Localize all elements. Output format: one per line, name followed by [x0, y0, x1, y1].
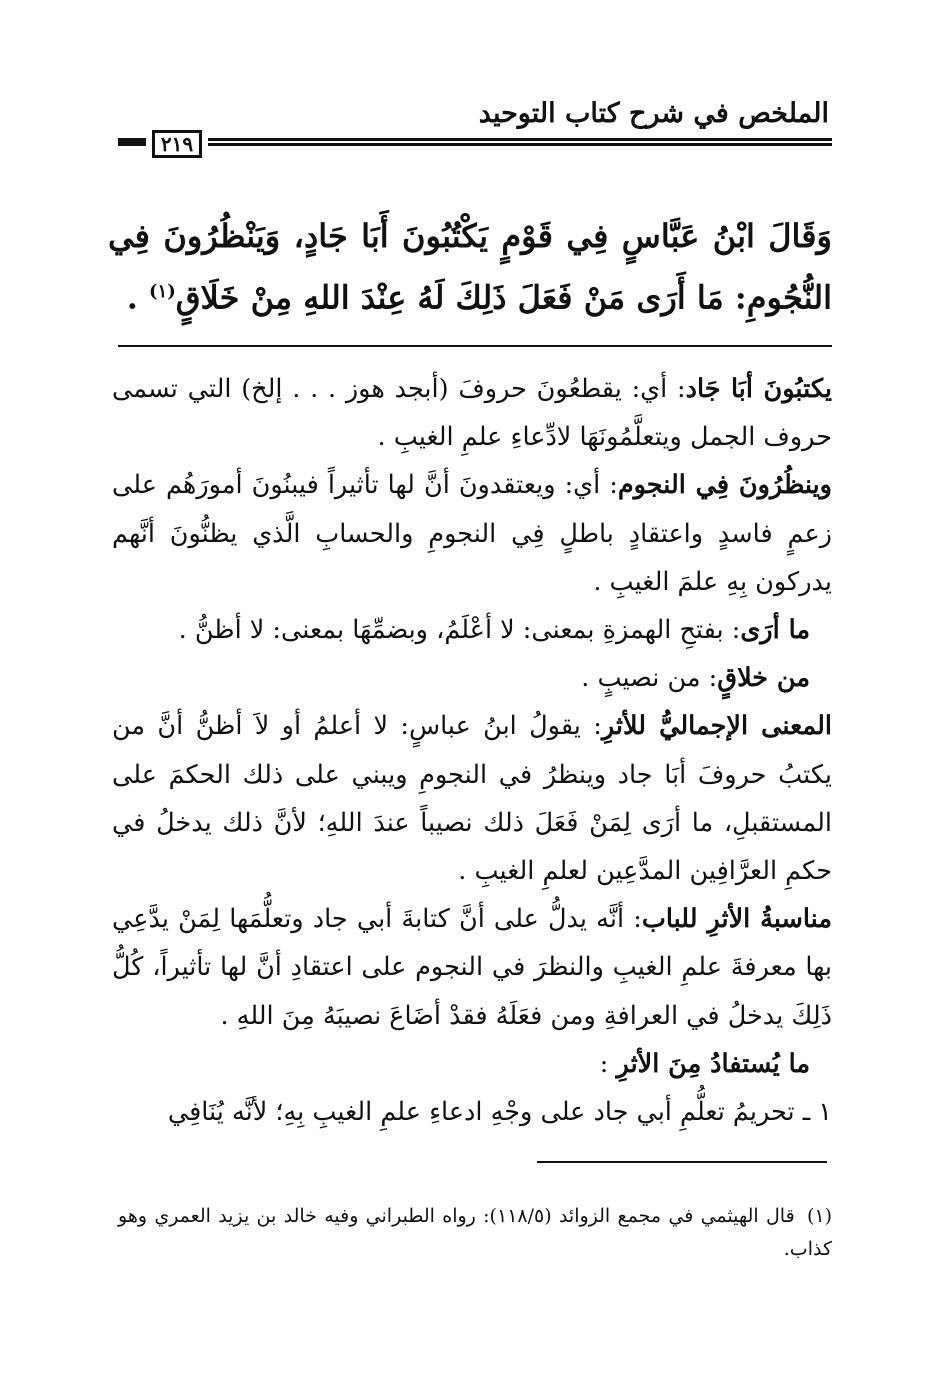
term-separator: :: [599, 1048, 617, 1079]
commentary-paragraph: [112, 895, 832, 1040]
commentary-term: المعنى الإجماليُّ للأثرِ: [601, 711, 833, 742]
term-separator: :: [624, 904, 642, 935]
commentary-paragraph: [112, 461, 832, 606]
commentary-text: بفتحِ الهمزةِ بمعنى: لا أعْلَمُ، وبضمِّهَا بمعنى: لا أظنُّ .: [178, 615, 724, 646]
commentary-text: يقولُ ابنُ عباسٍ: لا أعلمُ أو لاَ أظنُّ أنَّ من يكتبُ حروفَ أبَا جاد وينظرُ في النجومِ ويبني على ذلك الحكمَ على المستقبلِ، ما أرَى لِمَنْ فَعَلَ ذلك نصيباً عندَ اللهِ؛ لأنَّ ذلك يدخلُ في حكمِ العرَّافِين المدَّعِين لعلمِ الغيبِ .: [112, 711, 832, 887]
footnote-rule: [537, 1161, 827, 1163]
commentary-term: يكتبُونَ أبَا جَاد: [685, 374, 832, 404]
term-separator: :: [667, 374, 686, 404]
commentary-text: من نصيبٍ .: [581, 663, 701, 694]
athar-body: وَقَالَ ابْنُ عَبَّاسٍ فِي قَوْمٍ يَكْتُبُونَ أَبَا جَادٍ، وَيَنْظُرُونَ فِي النُّجُومِ: مَا أَرَى مَنْ فَعَلَ ذَلِكَ لَهُ عِنْدَ اللهِ مِنْ خَلَاقٍ: [108, 217, 832, 317]
commentary-text: أنَّه يدلُّ على أنَّ كتابةَ أبي جاد وتعلُّمَها لِمَنْ يدَّعِي بها معرفةَ علمِ الغيبِ والنظرَ في النجوم على اعتقادِ أنَّ لها تأثيراً، كُلُّ ذَلِكَ يدخلُ في العرافةِ ومن فعَلَهُ فقدْ أضَاعَ نصيبَهُ مِنَ اللهِ .: [112, 904, 832, 1031]
commentary-text: ١ ـ تحريمُ تعلُّمِ أبي جاد على وجْهِ ادعاءِ علمِ الغيبِ بِهِ؛ لأنَّه يُنَافِي: [167, 1097, 832, 1128]
term-separator: :: [580, 711, 602, 742]
commentary-term: ما أرَى: [740, 615, 810, 646]
footnote-marker: (١): [806, 1205, 832, 1227]
page-number: ٢١٩: [152, 130, 202, 158]
commentary-term: مناسبةُ الأثرِ للباب: [641, 904, 833, 935]
running-title: الملخص في شرح كتاب التوحيد: [478, 98, 829, 129]
commentary-term: ما يُستفادُ مِنَ الأثرِ: [616, 1048, 810, 1079]
header-rule-short: [118, 138, 146, 146]
commentary-term: وينظُرُونَ فِي النجوم: [617, 470, 832, 501]
header-rule-double: [208, 138, 832, 146]
footnote-text: قال الهيثمي في مجمع الزوائد (١١٨/٥): رواه الطبراني وفيه خالد بن يزيد العمري وهو كذاب.: [118, 1205, 832, 1260]
commentary-paragraph: [112, 606, 832, 654]
commentary-text: أي: ويعتقدونَ أنَّ لها تأثيراً فيبنُونَ أمورَهُم على زعمٍ فاسدٍ واعتقادٍ باطلٍ فِي النجومِ والحسابِ الَّذي يظنُّونَ أنَّهم يدركون بِهِ علمَ الغيبِ .: [112, 470, 832, 597]
athar-text: [108, 208, 832, 326]
commentary-paragraph: [112, 654, 832, 702]
athar-end: .: [126, 278, 149, 317]
commentary-term: من خلاقٍ: [717, 663, 810, 694]
term-separator: :: [600, 470, 618, 501]
commentary-paragraph: [112, 365, 832, 461]
term-separator: :: [723, 615, 741, 646]
commentary: [112, 365, 832, 1136]
footnote: [118, 1200, 832, 1266]
commentary-paragraph: [112, 702, 832, 895]
commentary-text: أي: يقطعُونَ حروفَ (أبجد هوز . . . إلخ) التي تسمى حروف الجمل ويتعلَّمُونَهَا لادِّعاءِ علمِ الغيبِ .: [112, 374, 832, 453]
term-separator: :: [700, 663, 718, 694]
footnote-reference: (١): [148, 281, 176, 302]
text-divider: [118, 345, 832, 347]
commentary-paragraph: [112, 1088, 832, 1136]
commentary-paragraph: [112, 1040, 832, 1088]
